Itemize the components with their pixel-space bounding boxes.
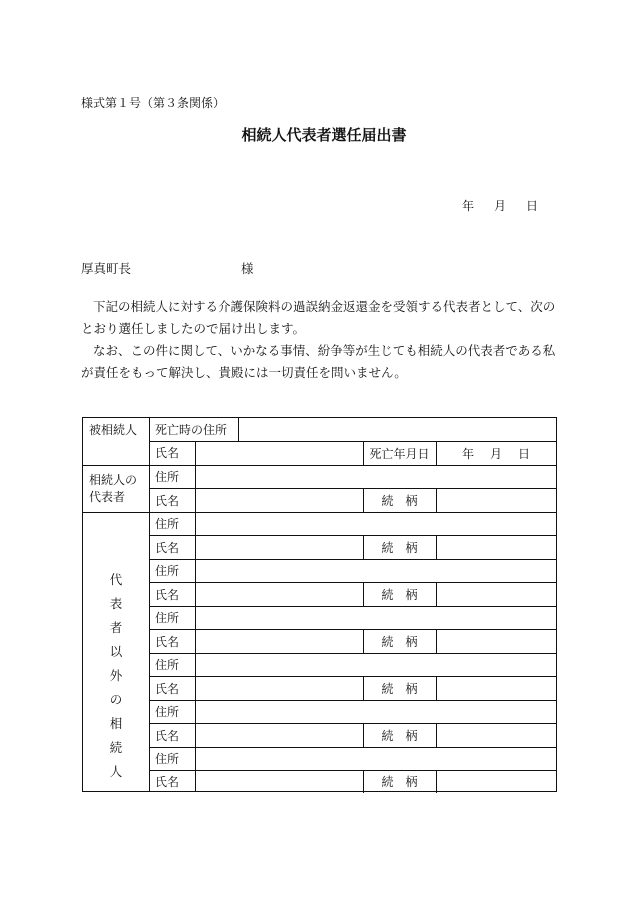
heir-address-label: 住所: [155, 564, 180, 578]
heir-address-label: 住所: [155, 752, 180, 766]
heir-address-label: 住所: [155, 611, 180, 625]
representative-label: [83, 465, 149, 512]
heir-name-label: 氏名: [155, 775, 180, 789]
heir-relationship-field[interactable]: [436, 629, 556, 653]
declaration-paragraph-2: なお、この件に関して、いかなる事情、紛争等が生じても相続人の代表者である私が責任をもって解決し、貴殿には一切責任を問いません。: [81, 343, 556, 380]
death-date-field[interactable]: [436, 442, 556, 465]
death-date-year: 年: [461, 447, 474, 461]
form-number: 様式第１号（第３条関係）: [81, 96, 226, 110]
heir-name-label: 氏名: [155, 682, 180, 696]
heir-address-field[interactable]: [195, 559, 556, 582]
heir-name-label: 氏名: [155, 588, 180, 602]
heir-representative-table: [82, 417, 557, 792]
other-heirs-char: 相: [109, 716, 123, 731]
declaration-text: [81, 296, 561, 384]
death-date-day: 日: [518, 447, 531, 461]
heir-relationship-field[interactable]: [436, 582, 556, 606]
heir-address-field[interactable]: [195, 653, 556, 676]
other-heirs-char: 代: [109, 572, 123, 587]
other-heirs-char: 続: [109, 740, 123, 755]
submission-date: [462, 197, 538, 214]
heir-name-label: 氏名: [155, 541, 180, 555]
addressee-honorific: 様: [241, 261, 254, 276]
heir-address-field[interactable]: [195, 512, 556, 535]
heir-name-label: 氏名: [155, 729, 180, 743]
other-heirs-char: 外: [109, 668, 123, 683]
heir-name-field[interactable]: [195, 535, 363, 559]
heir-name-field[interactable]: [195, 629, 363, 653]
heir-relationship-label: 続 柄: [381, 588, 418, 602]
deceased-label: 被相続人: [89, 423, 138, 437]
addressee-name: 厚真町長: [81, 261, 132, 276]
heir-address-label: 住所: [155, 517, 180, 531]
heir-relationship-field[interactable]: [436, 770, 556, 791]
date-month-label: 月: [494, 199, 507, 213]
death-date-month: 月: [489, 447, 502, 461]
representative-relationship-label: 続 柄: [381, 494, 418, 508]
heir-relationship-field[interactable]: [436, 676, 556, 700]
deceased-address-field[interactable]: [238, 418, 556, 441]
other-heirs-char: 人: [109, 764, 123, 779]
heir-name-field[interactable]: [195, 676, 363, 700]
heir-address-field[interactable]: [195, 747, 556, 770]
heir-name-field[interactable]: [195, 582, 363, 606]
representative-label-line2: 代表者: [89, 489, 126, 504]
heir-relationship-label: 続 柄: [381, 682, 418, 696]
other-heirs-label: [83, 568, 149, 784]
heir-relationship-field[interactable]: [436, 535, 556, 559]
heir-name-field[interactable]: [195, 723, 363, 747]
heir-relationship-field[interactable]: [436, 723, 556, 747]
deceased-name-label: 氏名: [155, 446, 180, 460]
heir-name-field[interactable]: [195, 770, 363, 791]
document-title: 相続人代表者選任届出書: [241, 126, 407, 144]
representative-address-field[interactable]: [195, 465, 556, 488]
date-day-label: 日: [526, 199, 539, 213]
representative-name-label: 氏名: [155, 494, 180, 508]
death-date-label: 死亡年月日: [369, 447, 430, 461]
deceased-name-field[interactable]: [195, 441, 363, 465]
deceased-address-label: 死亡時の住所: [155, 423, 228, 437]
representative-relationship-field[interactable]: [436, 488, 556, 512]
heir-relationship-label: 続 柄: [381, 635, 418, 649]
representative-address-label: 住所: [155, 470, 180, 484]
heir-address-field[interactable]: [195, 700, 556, 723]
date-year-label: 年: [462, 199, 475, 213]
heir-address-label: 住所: [155, 705, 180, 719]
heir-address-field[interactable]: [195, 606, 556, 629]
heir-relationship-label: 続 柄: [381, 541, 418, 555]
other-heirs-char: 者: [109, 620, 123, 635]
representative-label-line1: 相続人の: [89, 472, 138, 487]
other-heirs-char: 表: [109, 596, 123, 611]
heir-relationship-label: 続 柄: [381, 775, 418, 789]
declaration-paragraph-1: 下記の相続人に対する介護保険料の過誤納金返還金を受領する代表者として、次のとおり選任しましたので届け出します。: [81, 299, 556, 336]
heir-name-label: 氏名: [155, 635, 180, 649]
representative-name-field[interactable]: [195, 488, 363, 512]
heir-relationship-label: 続 柄: [381, 729, 418, 743]
heir-address-label: 住所: [155, 658, 180, 672]
other-heirs-char: 以: [109, 644, 123, 659]
other-heirs-char: の: [109, 692, 123, 707]
